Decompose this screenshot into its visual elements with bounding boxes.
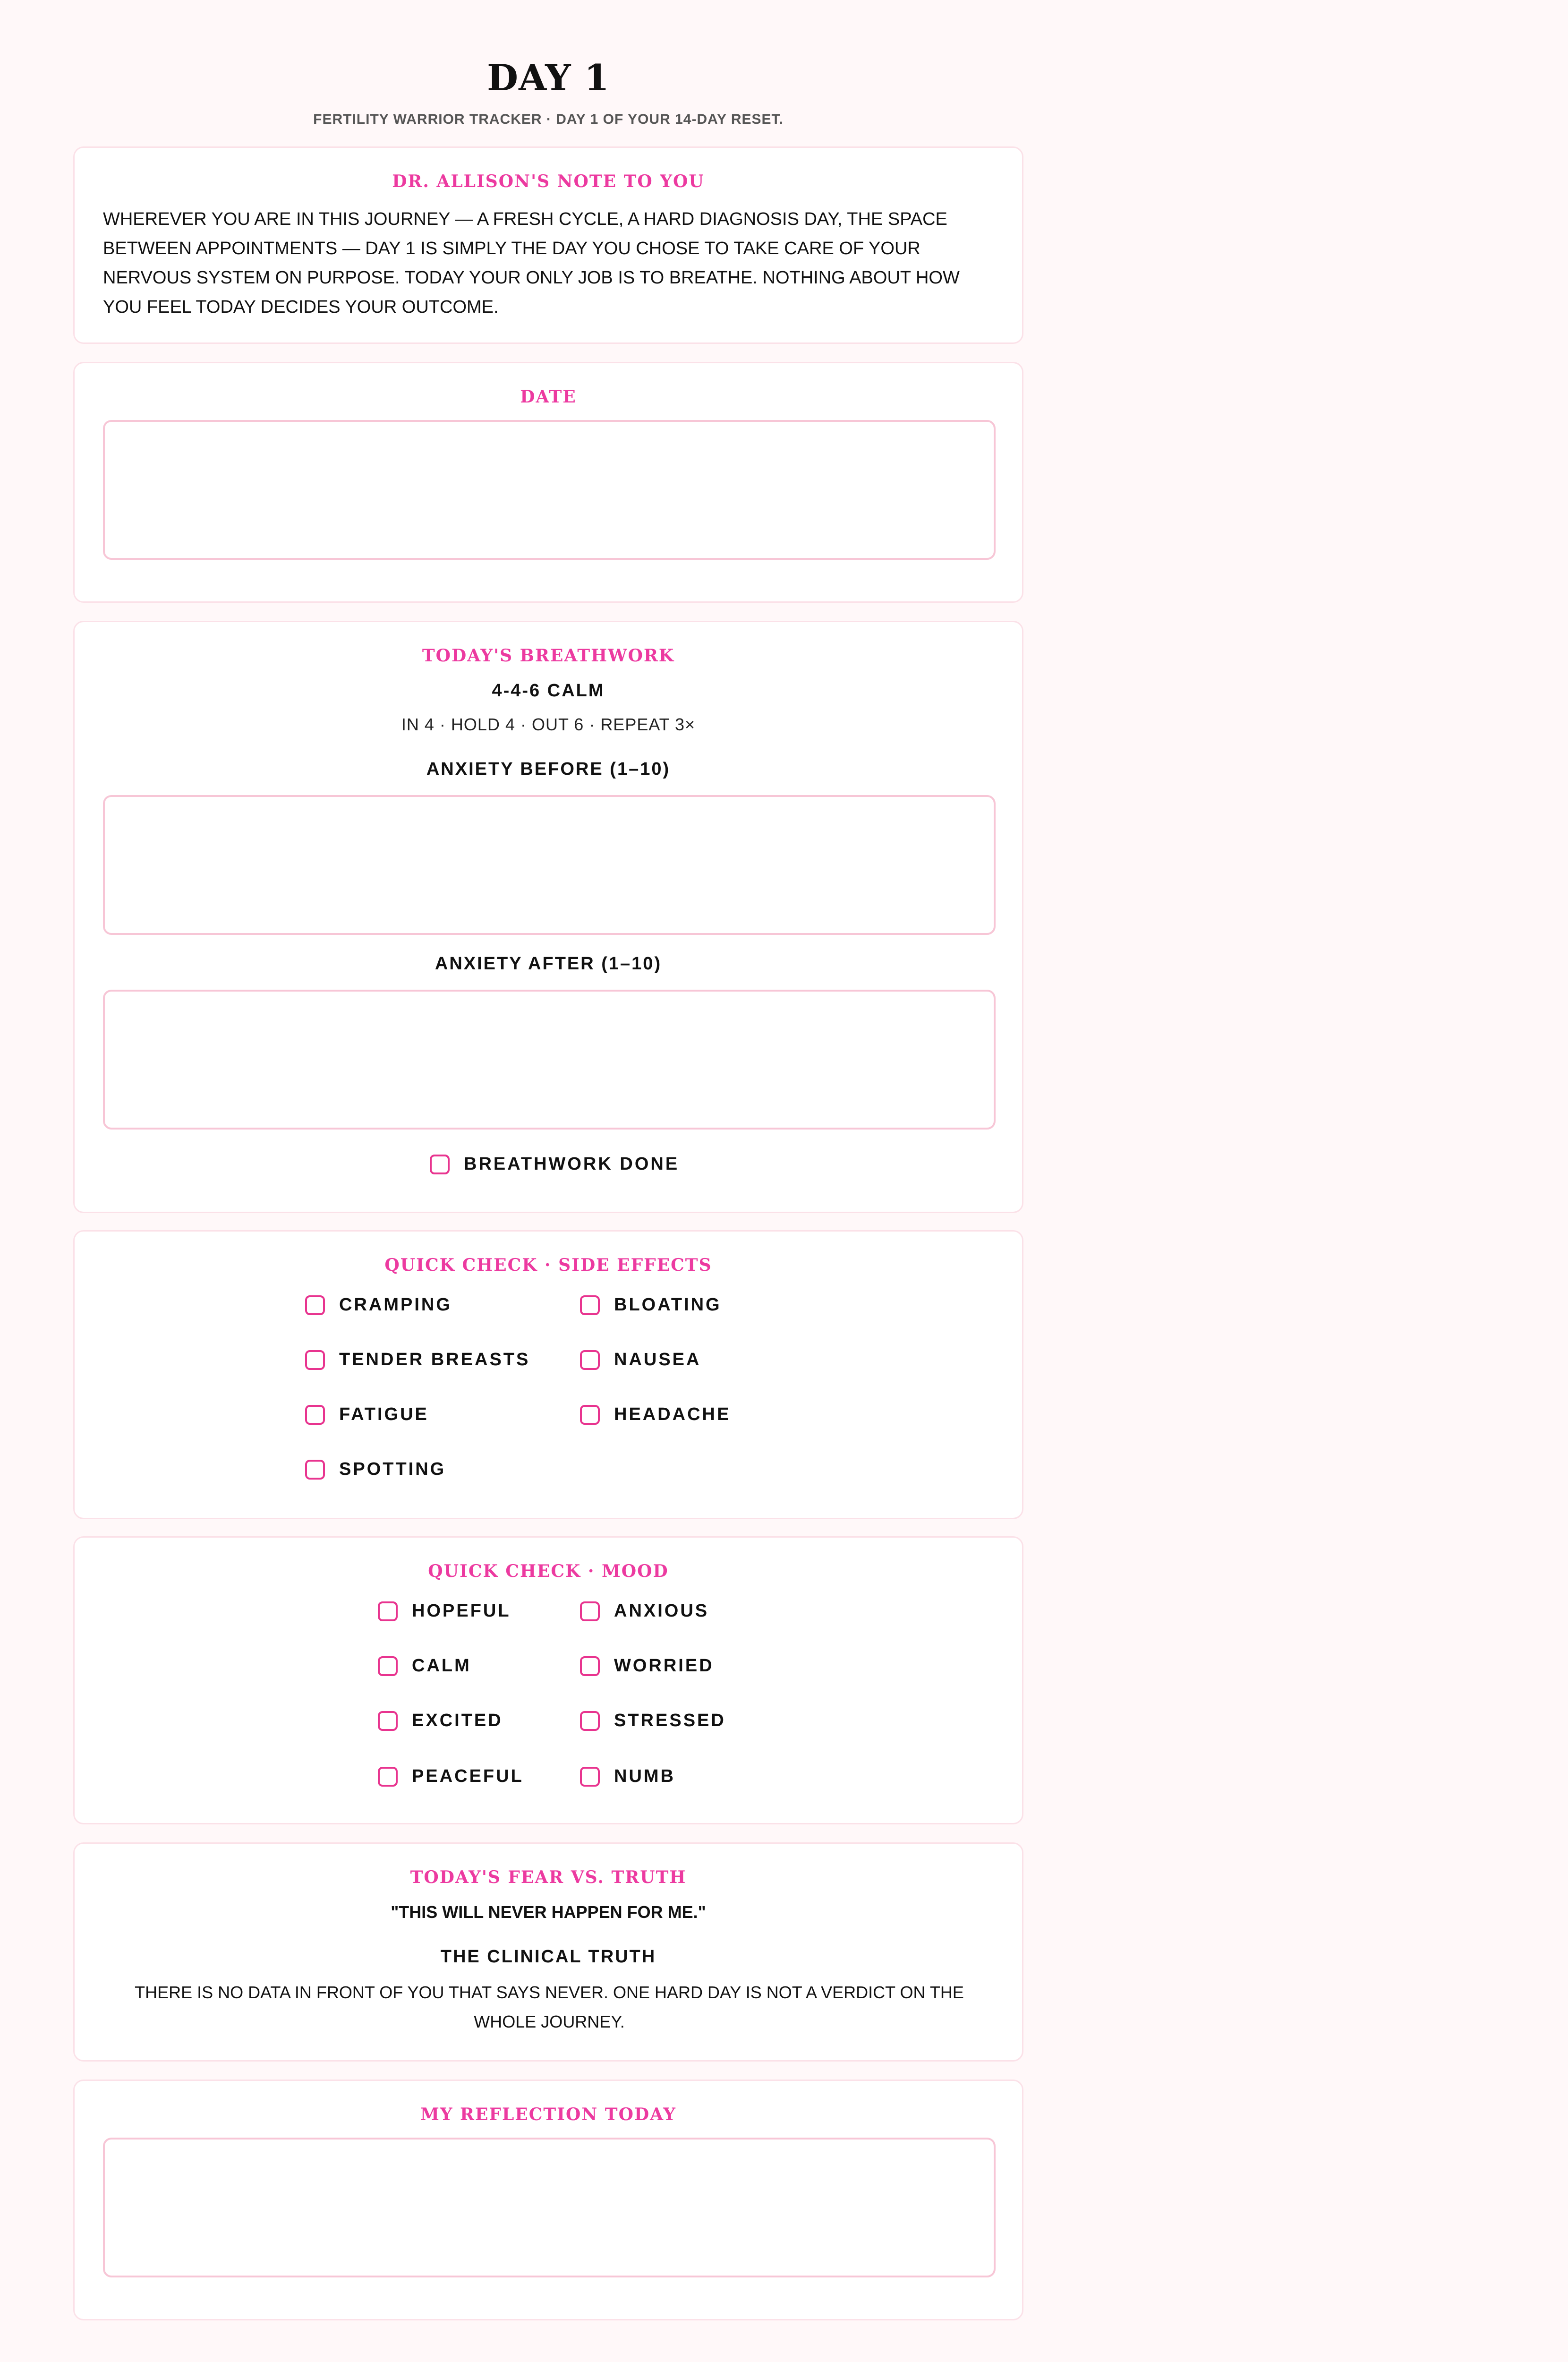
mood-title: QUICK CHECK · MOOD bbox=[428, 1561, 669, 1581]
mood-label: CALM bbox=[412, 1656, 471, 1676]
side-effect-spotting[interactable] bbox=[305, 1459, 446, 1480]
checkbox-square[interactable] bbox=[378, 1711, 398, 1731]
mood-card bbox=[73, 1536, 1023, 1824]
page-subtitle: FERTILITY WARRIOR TRACKER · DAY 1 OF YOUR 14-DAY RESET. bbox=[313, 111, 784, 127]
breathwork-instructions: IN 4 · HOLD 4 · OUT 6 · REPEAT 3× bbox=[401, 715, 696, 734]
note-title: DR. ALLISON'S NOTE TO YOU bbox=[392, 171, 705, 191]
side-effect-tender-breasts[interactable] bbox=[305, 1350, 530, 1370]
checkbox-square[interactable] bbox=[580, 1405, 600, 1425]
mood-anxious[interactable] bbox=[580, 1601, 709, 1621]
side-effects-card bbox=[73, 1230, 1023, 1519]
checkbox-square[interactable] bbox=[580, 1656, 600, 1676]
anxiety-before-field[interactable] bbox=[103, 795, 996, 935]
fear-statement: "THIS WILL NEVER HAPPEN FOR ME." bbox=[391, 1902, 706, 1922]
checkbox-square[interactable] bbox=[580, 1711, 600, 1731]
clinical-truth-text: THERE IS NO DATA IN FRONT OF YOU THAT SAYS NEVER. ONE HARD DAY IS NOT A VERDICT ON THE WHOLE JOURNEY. bbox=[135, 1983, 964, 2031]
breathwork-title: TODAY'S BREATHWORK bbox=[422, 646, 675, 666]
mood-excited[interactable] bbox=[378, 1711, 503, 1731]
side-effects-title: QUICK CHECK · SIDE EFFECTS bbox=[384, 1255, 712, 1275]
note-card bbox=[73, 146, 1023, 344]
date-title: DATE bbox=[520, 387, 577, 407]
checkbox-square[interactable] bbox=[580, 1350, 600, 1370]
mood-hopeful[interactable] bbox=[378, 1601, 511, 1621]
breathwork-technique: 4-4-6 CALM bbox=[492, 681, 605, 701]
mood-stressed[interactable] bbox=[580, 1711, 726, 1731]
fear-truth-card bbox=[73, 1842, 1023, 2062]
checkbox-square[interactable] bbox=[580, 1601, 600, 1621]
side-effect-label: HEADACHE bbox=[614, 1404, 731, 1424]
page-title: DAY 1 bbox=[487, 57, 610, 99]
checkbox-square[interactable] bbox=[378, 1601, 398, 1621]
mood-label: HOPEFUL bbox=[412, 1601, 511, 1621]
checkbox-square[interactable] bbox=[378, 1656, 398, 1676]
checkbox-square[interactable] bbox=[305, 1350, 325, 1370]
side-effect-label: BLOATING bbox=[614, 1295, 722, 1315]
anxiety-after-field[interactable] bbox=[103, 990, 996, 1130]
reflection-field[interactable] bbox=[103, 2138, 996, 2277]
mood-worried[interactable] bbox=[580, 1656, 714, 1676]
date-card bbox=[73, 362, 1023, 603]
checkbox-square[interactable] bbox=[305, 1295, 325, 1315]
side-effect-headache[interactable] bbox=[580, 1404, 731, 1425]
mood-label: WORRIED bbox=[614, 1656, 714, 1676]
reflection-card bbox=[73, 2080, 1023, 2320]
mood-label: STRESSED bbox=[614, 1711, 726, 1730]
mood-label: ANXIOUS bbox=[614, 1601, 709, 1621]
mood-label: EXCITED bbox=[412, 1711, 503, 1730]
breathwork-card bbox=[73, 621, 1023, 1213]
side-effect-cramping[interactable] bbox=[305, 1295, 452, 1315]
side-effect-bloating[interactable] bbox=[580, 1295, 722, 1315]
side-effect-label: FATIGUE bbox=[339, 1404, 429, 1424]
side-effect-label: TENDER BREASTS bbox=[339, 1350, 530, 1369]
checkbox-square[interactable] bbox=[580, 1295, 600, 1315]
date-field[interactable] bbox=[103, 420, 996, 560]
fear-truth-title: TODAY'S FEAR VS. TRUTH bbox=[410, 1867, 687, 1887]
side-effect-fatigue[interactable] bbox=[305, 1404, 429, 1425]
reflection-title: MY REFLECTION TODAY bbox=[420, 2105, 677, 2124]
mood-label: PEACEFUL bbox=[412, 1766, 524, 1786]
side-effect-label: NAUSEA bbox=[614, 1350, 701, 1369]
checkbox-square[interactable] bbox=[378, 1767, 398, 1787]
anxiety-after-label: ANXIETY AFTER (1–10) bbox=[435, 954, 662, 974]
anxiety-before-label: ANXIETY BEFORE (1–10) bbox=[426, 759, 671, 779]
mood-calm[interactable] bbox=[378, 1656, 471, 1676]
side-effect-label: SPOTTING bbox=[339, 1459, 446, 1479]
checkbox-square[interactable] bbox=[305, 1405, 325, 1425]
checkbox-square[interactable] bbox=[580, 1767, 600, 1787]
breathwork-done-checkbox[interactable] bbox=[430, 1154, 679, 1174]
checkbox-square[interactable] bbox=[430, 1155, 450, 1174]
side-effect-nausea[interactable] bbox=[580, 1350, 701, 1370]
mood-label: NUMB bbox=[614, 1766, 675, 1786]
breathwork-done-label: BREATHWORK DONE bbox=[464, 1154, 680, 1174]
checkbox-square[interactable] bbox=[305, 1460, 325, 1480]
mood-peaceful[interactable] bbox=[378, 1766, 524, 1787]
clinical-truth-label: THE CLINICAL TRUTH bbox=[440, 1947, 656, 1967]
note-text: WHEREVER YOU ARE IN THIS JOURNEY — A FRESH CYCLE, A HARD DIAGNOSIS DAY, THE SPACE BETWEEN APPOINTMENTS — DAY 1 IS SIMPLY THE DAY YOU CHOSE TO TAKE CARE OF YOUR NERVOUS SYSTEM ON PURPOSE. TODAY YOUR ONLY JOB IS TO BREATHE. NOTHING ABOUT HOW YOU FEEL TODAY DECIDES YOUR OUTCOME. bbox=[103, 209, 960, 317]
side-effect-label: CRAMPING bbox=[339, 1295, 452, 1315]
mood-numb[interactable] bbox=[580, 1766, 675, 1787]
